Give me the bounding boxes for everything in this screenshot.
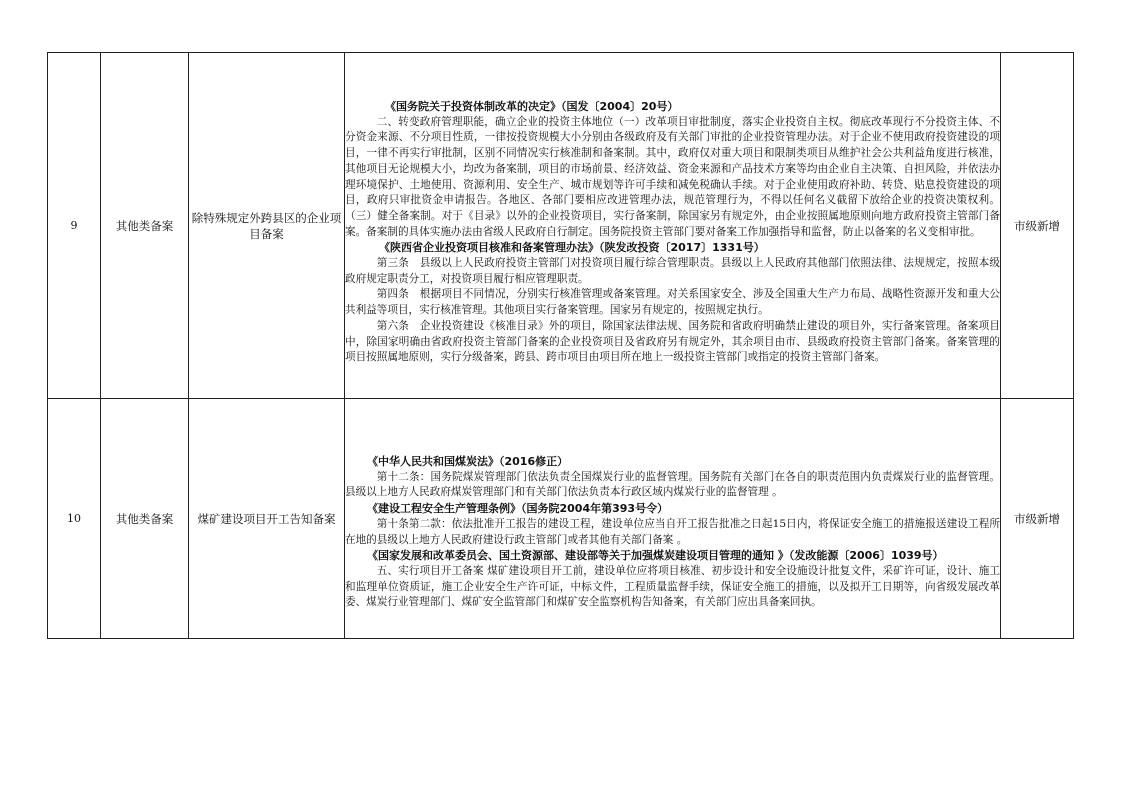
legal-basis-cell bbox=[345, 399, 1001, 639]
legal-source-title: 《国务院关于投资体制改革的决定》（国发〔2004〕20号） bbox=[385, 100, 679, 114]
legal-clause-text: 二、转变政府管理职能，确立企业的投资主体地位（一）改革项目审批制度，落实企业投资自主权。彻底改革现行不分投资主体、不分资金来源、不分项目性质，一律按投资规模大小分别由各级政府及有关部门审批的企业投资管理办法。对于企业不使用政府投资建设的项目，一律不再实行审批制，区别不同情况实行核准制和备案制。其中，政府仅对重大项目和限制类项目从维护社会公共利益角度进行核准，其他项目无论规模大小，均改为备案制，项目的市场前景、经济效益、资金来源和产品技术方案等均由企业自主决策、自担风险，并依法办理环境保护、土地使用、资源利用、安全生产、城市规划等许可手续和减免税确认手续。对于企业使用政府补助、转贷、贴息投资建设的项目，政府只审批资金申请报告。各地区、各部门要相应改进管理办法，规范管理行为，不得以任何名义截留下放给企业的投资决策权利。（三）健全备案制。对于《目录》以外的企业投资项目，实行备案制，除国家另有规定外，由企业按照属地原则向地方政府投资主管部门备案。备案制的具体实施办法由省级人民政府自行制定。国务院投资主管部门要对备案工作加强指导和监督，防止以备案的名义变相审批。 bbox=[345, 115, 1000, 238]
legal-basis-cell bbox=[345, 53, 1001, 399]
legal-clause-text: 第十二条：国务院煤炭管理部门依法负责全国煤炭行业的监督管理。国务院有关部门在各自的职责范围内负责煤炭行业的监督管理。县级以上地方人民政府煤炭管理部门和有关部门依法负责本行政区域内煤炭行业的监督管理 。 bbox=[345, 470, 1000, 499]
item-category: 其他类备案 bbox=[101, 399, 189, 639]
legal-source-title: 《建设工程安全生产管理条例》（国务院2004年第393号令） bbox=[367, 502, 669, 516]
legal-source-title: 《国家发展和改革委员会、国土资源部、建设部等关于加强煤炭建设项目管理的通知 》（发改能源〔2006〕1039号） bbox=[367, 549, 944, 563]
item-level: 市级新增 bbox=[1001, 399, 1074, 639]
legal-source-title: 《陕西省企业投资项目核准和备案管理办法》（陕发改投资〔2017〕1331号） bbox=[379, 241, 765, 255]
item-level: 市级新增 bbox=[1001, 53, 1074, 399]
legal-clause-text: 第四条 根据项目不同情况，分别实行核准管理或备案管理。对关系国家安全、涉及全国重大生产力布局、战略性资源开发和重大公共利益等项目，实行核准管理。其他项目实行备案管理。国家另有规定的，按照规定执行。 bbox=[345, 288, 1000, 317]
legal-clause-text: 第三条 县级以上人民政府投资主管部门对投资项目履行综合管理职责。县级以上人民政府其他部门依照法律、法规规定，按照本级政府规定职责分工，对投资项目履行相应管理职责。 bbox=[345, 257, 1000, 285]
filing-items-table bbox=[47, 52, 1074, 639]
table-row bbox=[48, 399, 1074, 639]
legal-clause-text: 第十条第二款：依法批准开工报告的建设工程，建设单位应当自开工报告批准之日起15日内，将保证安全施工的措施报送建设工程所在地的县级以上地方人民政府建设行政主管部门或者其他有关部门备案 。 bbox=[345, 517, 1000, 546]
item-category: 其他类备案 bbox=[101, 53, 189, 399]
table-row bbox=[48, 53, 1074, 399]
legal-clause-text: 五、实行项目开工备案 煤矿建设项目开工前，建设单位应将项目核准、初步设计和安全设施设计批复文件，采矿许可证，设计、施工和监理单位资质证，施工企业安全生产许可证，中标文件，工程质量监督手续，保证安全施工的措施，以及拟开工日期等，向省级发展改革委、煤炭行业管理部门、煤矿安全监管部门和煤矿安全监察机构告知备案，有关部门应出具备案回执。 bbox=[345, 564, 1000, 609]
legal-clause-text: 第六条 企业投资建设《核准目录》外的项目，除国家法律法规、国务院和省政府明确禁止建设的项目外，实行备案管理。备案项目中，除国家明确由省政府投资主管部门备案的企业投资项目及省政府另有规定外，其余项目由市、县级政府投资主管部门备案。备案管理的项目按照属地原则，实行分级备案，跨县、跨市项目由项目所在地上一级投资主管部门或指定的投资主管部门备案。 bbox=[345, 319, 1000, 364]
row-number: 10 bbox=[48, 399, 101, 639]
legal-source-title: 《中华人民共和国煤炭法》（2016修正） bbox=[367, 454, 569, 468]
item-name: 除特殊规定外跨县区的企业项目备案 bbox=[189, 53, 345, 399]
row-number: 9 bbox=[48, 53, 101, 399]
item-name: 煤矿建设项目开工告知备案 bbox=[189, 399, 345, 639]
